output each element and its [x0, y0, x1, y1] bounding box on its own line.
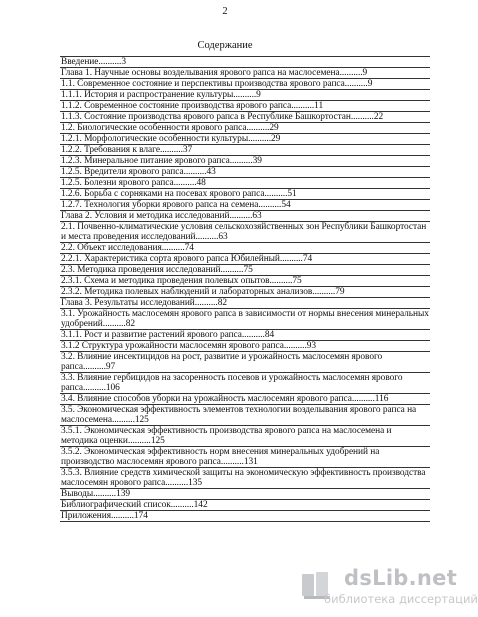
toc-entry-page: 63: [252, 211, 262, 221]
toc-leader-dots: ..........: [159, 145, 183, 155]
toc-leader-dots: ..........: [102, 319, 126, 329]
toc-entry: [60, 122, 430, 133]
toc-entry: [60, 329, 430, 340]
toc-leader-dots: ..........: [127, 436, 151, 446]
toc-leader-dots: ..........: [246, 123, 270, 133]
toc-entry-text: 1.2. Биологические особенности ярового рапса: [61, 123, 247, 133]
toc-entry-page: 84: [264, 330, 275, 340]
toc-entry-text: 1.2.3. Минеральное питание ярового рапса: [61, 156, 230, 166]
toc-entry-page: 125: [134, 415, 149, 425]
toc-entry: [60, 264, 430, 275]
toc-entry-page: 131: [243, 457, 258, 467]
toc-leader-dots: ..........: [344, 79, 368, 89]
toc-entry-text: Глава 1. Научные основы возделывания ярового рапса на маслосемена: [61, 68, 340, 78]
toc-leader-dots: ..........: [110, 511, 134, 521]
toc-entry-page: 29: [269, 123, 279, 133]
toc-entry-page: 142: [193, 500, 208, 510]
toc-entry: [60, 510, 430, 522]
toc-entry-page: 51: [287, 189, 297, 199]
toc-entry-text: 3.5.1. Экономическая эффективность производства ярового рапса на маслосемена и методика оценки: [61, 426, 394, 446]
toc-entry-text: 3.2. Влияние инсектицидов на рост, развитие и урожайность маслосемян ярового рапса: [61, 352, 385, 372]
toc-entry-text: 1.1.1. История и распространение культуры: [61, 90, 234, 100]
toc-entry: [60, 286, 430, 297]
toc-entry: [60, 177, 430, 188]
toc-entry: [60, 111, 430, 122]
toc-leader-dots: ..........: [173, 178, 197, 188]
toc-leader-dots: ..........: [279, 254, 303, 264]
toc-leader-dots: ..........: [98, 57, 122, 67]
toc-entry-text: 1.1.2. Современное состояние производства ярового рапса: [61, 101, 292, 111]
toc-entry-page: 37: [182, 145, 193, 155]
toc-entry-text: Выводы: [61, 489, 94, 499]
toc-entry: [60, 188, 430, 199]
toc-entry-page: 82: [217, 298, 228, 308]
toc-entry-text: 3.1.1. Рост и развитие растений ярового рапса: [61, 330, 242, 340]
toc-entry-text: 1.2.6. Борьба с сорняками на посевах ярового рапса: [61, 189, 265, 199]
toc-entry: [60, 425, 430, 446]
toc-entry-text: 2.2.1. Характеристика сорта ярового рапса Юбилейный: [61, 254, 280, 264]
toc-entry-text: 3.1. Урожайность маслосемян ярового рапса в зависимости от нормы внесения минеральных удобрений: [61, 309, 432, 329]
toc-entry-text: Библиографический список: [61, 500, 171, 510]
toc-entry-text: 3.5. Экономическая эффективность элементов технологии возделывания ярового рапса на маслосемена: [61, 405, 419, 425]
toc-entry: [60, 499, 430, 510]
toc-entry: [60, 393, 430, 404]
toc-entry-text: Глава 3. Результаты исследований: [61, 298, 195, 308]
toc-entry-text: 1.2.5. Вредители ярового рапса: [61, 167, 184, 177]
toc-entry: [60, 308, 430, 329]
toc-entry-text: 2.3.2. Методика полевых наблюдений и лабораторных анализов: [61, 287, 313, 297]
toc-entry-page: 174: [133, 511, 148, 521]
toc-entry-page: 106: [105, 383, 120, 393]
toc-entry-page: 97: [105, 362, 116, 372]
toc-entry-text: 3.1.2 Структура урожайности маслосемян ярового рапса: [61, 341, 284, 351]
toc-entry: [60, 133, 430, 144]
toc-leader-dots: ..........: [170, 500, 194, 510]
toc-title: Содержание: [197, 40, 253, 51]
toc-leader-dots: ..........: [269, 276, 293, 286]
toc-entry: [60, 56, 430, 67]
toc-entry-text: 1.2.7. Технология уборки ярового рапса на семена: [61, 200, 259, 210]
toc-leader-dots: ..........: [161, 243, 185, 253]
toc-entry: [60, 242, 430, 253]
toc-entry: [60, 78, 430, 89]
toc-entry-text: 1.1. Современное состояние и перспективы производства ярового рапса: [61, 79, 345, 89]
toc-leader-dots: ..........: [93, 489, 117, 499]
toc-entry: [60, 253, 430, 264]
toc-entry: [60, 446, 430, 467]
toc-entry-page: 43: [206, 167, 216, 177]
toc-entry: [60, 351, 430, 372]
toc-entry-page: 79: [335, 287, 345, 297]
table-of-contents: [60, 56, 430, 522]
watermark-logo: dsLib.net: [344, 566, 458, 590]
toc-leader-dots: ..........: [312, 287, 336, 297]
toc-leader-dots: ..........: [194, 298, 218, 308]
toc-entry-page: 116: [374, 394, 389, 404]
toc-leader-dots: ..........: [350, 112, 374, 122]
toc-entry-text: Введение: [61, 57, 99, 67]
toc-leader-dots: ..........: [233, 90, 257, 100]
watermark: [296, 564, 478, 614]
toc-entry: [60, 155, 430, 166]
toc-entry-text: 1.2.5. Болезни ярового рапса: [61, 178, 174, 188]
toc-entry: [60, 100, 430, 111]
toc-leader-dots: ..........: [229, 156, 253, 166]
toc-entry-text: 1.2.2. Требования к влаге: [61, 145, 160, 155]
toc-leader-dots: ..........: [183, 167, 207, 177]
toc-leader-dots: ..........: [283, 341, 307, 351]
toc-entry-text: Глава 2. Условия и методика исследований: [61, 211, 230, 221]
toc-entry-page: 82: [125, 319, 136, 329]
toc-leader-dots: ..........: [195, 232, 219, 242]
toc-entry-page: 63: [218, 232, 228, 242]
toc-leader-dots: ..........: [339, 68, 363, 78]
toc-entry-page: 9: [367, 79, 373, 89]
toc-entry-text: 2.1. Почвенно-климатические условия сельскохозяйственных зон Республики Башкортостан и места проведения исследований: [61, 222, 429, 242]
toc-entry: [60, 199, 430, 210]
toc-entry: [60, 275, 430, 286]
toc-entry-text: 2.3.1. Схема и методика проведения полевых опытов: [61, 276, 270, 286]
toc-entry: [60, 67, 430, 78]
toc-entry-page: 135: [188, 478, 203, 488]
toc-entry-text: 3.3. Влияние гербицидов на засоренность посевов и урожайность маслосемян ярового рапса: [61, 373, 405, 393]
toc-entry-page: 11: [314, 101, 324, 111]
toc-entry-text: 2.3. Методика проведения исследований: [61, 265, 221, 275]
toc-entry-page: 22: [373, 112, 384, 122]
toc-entry-page: 139: [116, 489, 130, 499]
toc-entry-page: 9: [256, 90, 261, 100]
toc-entry-page: 54: [281, 200, 291, 210]
toc-entry: [60, 221, 430, 242]
toc-leader-dots: ..........: [82, 383, 106, 393]
toc-leader-dots: ..........: [220, 457, 244, 467]
toc-entry-page: 48: [196, 178, 206, 188]
toc-entry-text: 3.5.2. Экономическая эффективность норм внесения минеральных удобрений на производство маслосемян ярового рапса: [61, 447, 382, 467]
toc-entry-text: 3.4. Влияние способов уборки на урожайность маслосемян ярового рапса: [61, 394, 352, 404]
toc-entry-text: 3.5.3. Влияние средств химической защиты на экономическую эффективность производства маслосемян ярового рапса: [61, 468, 428, 488]
toc-entry-page: 75: [292, 276, 302, 286]
toc-leader-dots: ..........: [248, 134, 272, 144]
toc-entry-page: 9: [362, 68, 368, 78]
toc-entry-text: 1.2.1. Морфологические особенности культуры: [61, 134, 249, 144]
toc-leader-dots: ..........: [264, 189, 288, 199]
toc-entry: [60, 166, 430, 177]
toc-entry-page: 29: [271, 134, 281, 144]
toc-entry: [60, 89, 430, 100]
toc-entry-page: 3: [121, 57, 126, 67]
toc-leader-dots: ..........: [111, 415, 135, 425]
toc-entry-text: 2.2. Объект исследования: [61, 243, 162, 253]
toc-entry: [60, 404, 430, 425]
toc-entry: [60, 210, 430, 221]
toc-entry-text: 1.1.3. Состояние производства ярового рапса в Республике Башкортостан: [61, 112, 351, 122]
toc-entry: [60, 340, 430, 351]
toc-entry-page: 75: [243, 265, 253, 275]
toc-entry-page: 74: [184, 243, 194, 253]
toc-entry: [60, 144, 430, 155]
watermark-caption: библиотека диссертаций: [324, 592, 478, 606]
toc-entry: [60, 372, 430, 393]
toc-entry: [60, 297, 430, 308]
toc-leader-dots: ..........: [241, 330, 265, 340]
toc-leader-dots: ..........: [220, 265, 244, 275]
toc-entry-page: 39: [252, 156, 262, 166]
toc-leader-dots: ..........: [291, 101, 315, 111]
toc-leader-dots: ..........: [82, 362, 106, 372]
toc-entry-text: Приложения: [61, 511, 111, 521]
toc-entry-page: 74: [302, 254, 313, 264]
toc-leader-dots: ..........: [258, 200, 282, 210]
toc-entry: [60, 467, 430, 488]
toc-leader-dots: ..........: [351, 394, 375, 404]
toc-entry-page: 93: [306, 341, 317, 351]
toc-leader-dots: ..........: [165, 478, 189, 488]
toc-leader-dots: ..........: [229, 211, 253, 221]
toc-entry: [60, 488, 430, 499]
toc-entry-page: 125: [150, 436, 165, 446]
page-number: 2: [222, 6, 228, 17]
